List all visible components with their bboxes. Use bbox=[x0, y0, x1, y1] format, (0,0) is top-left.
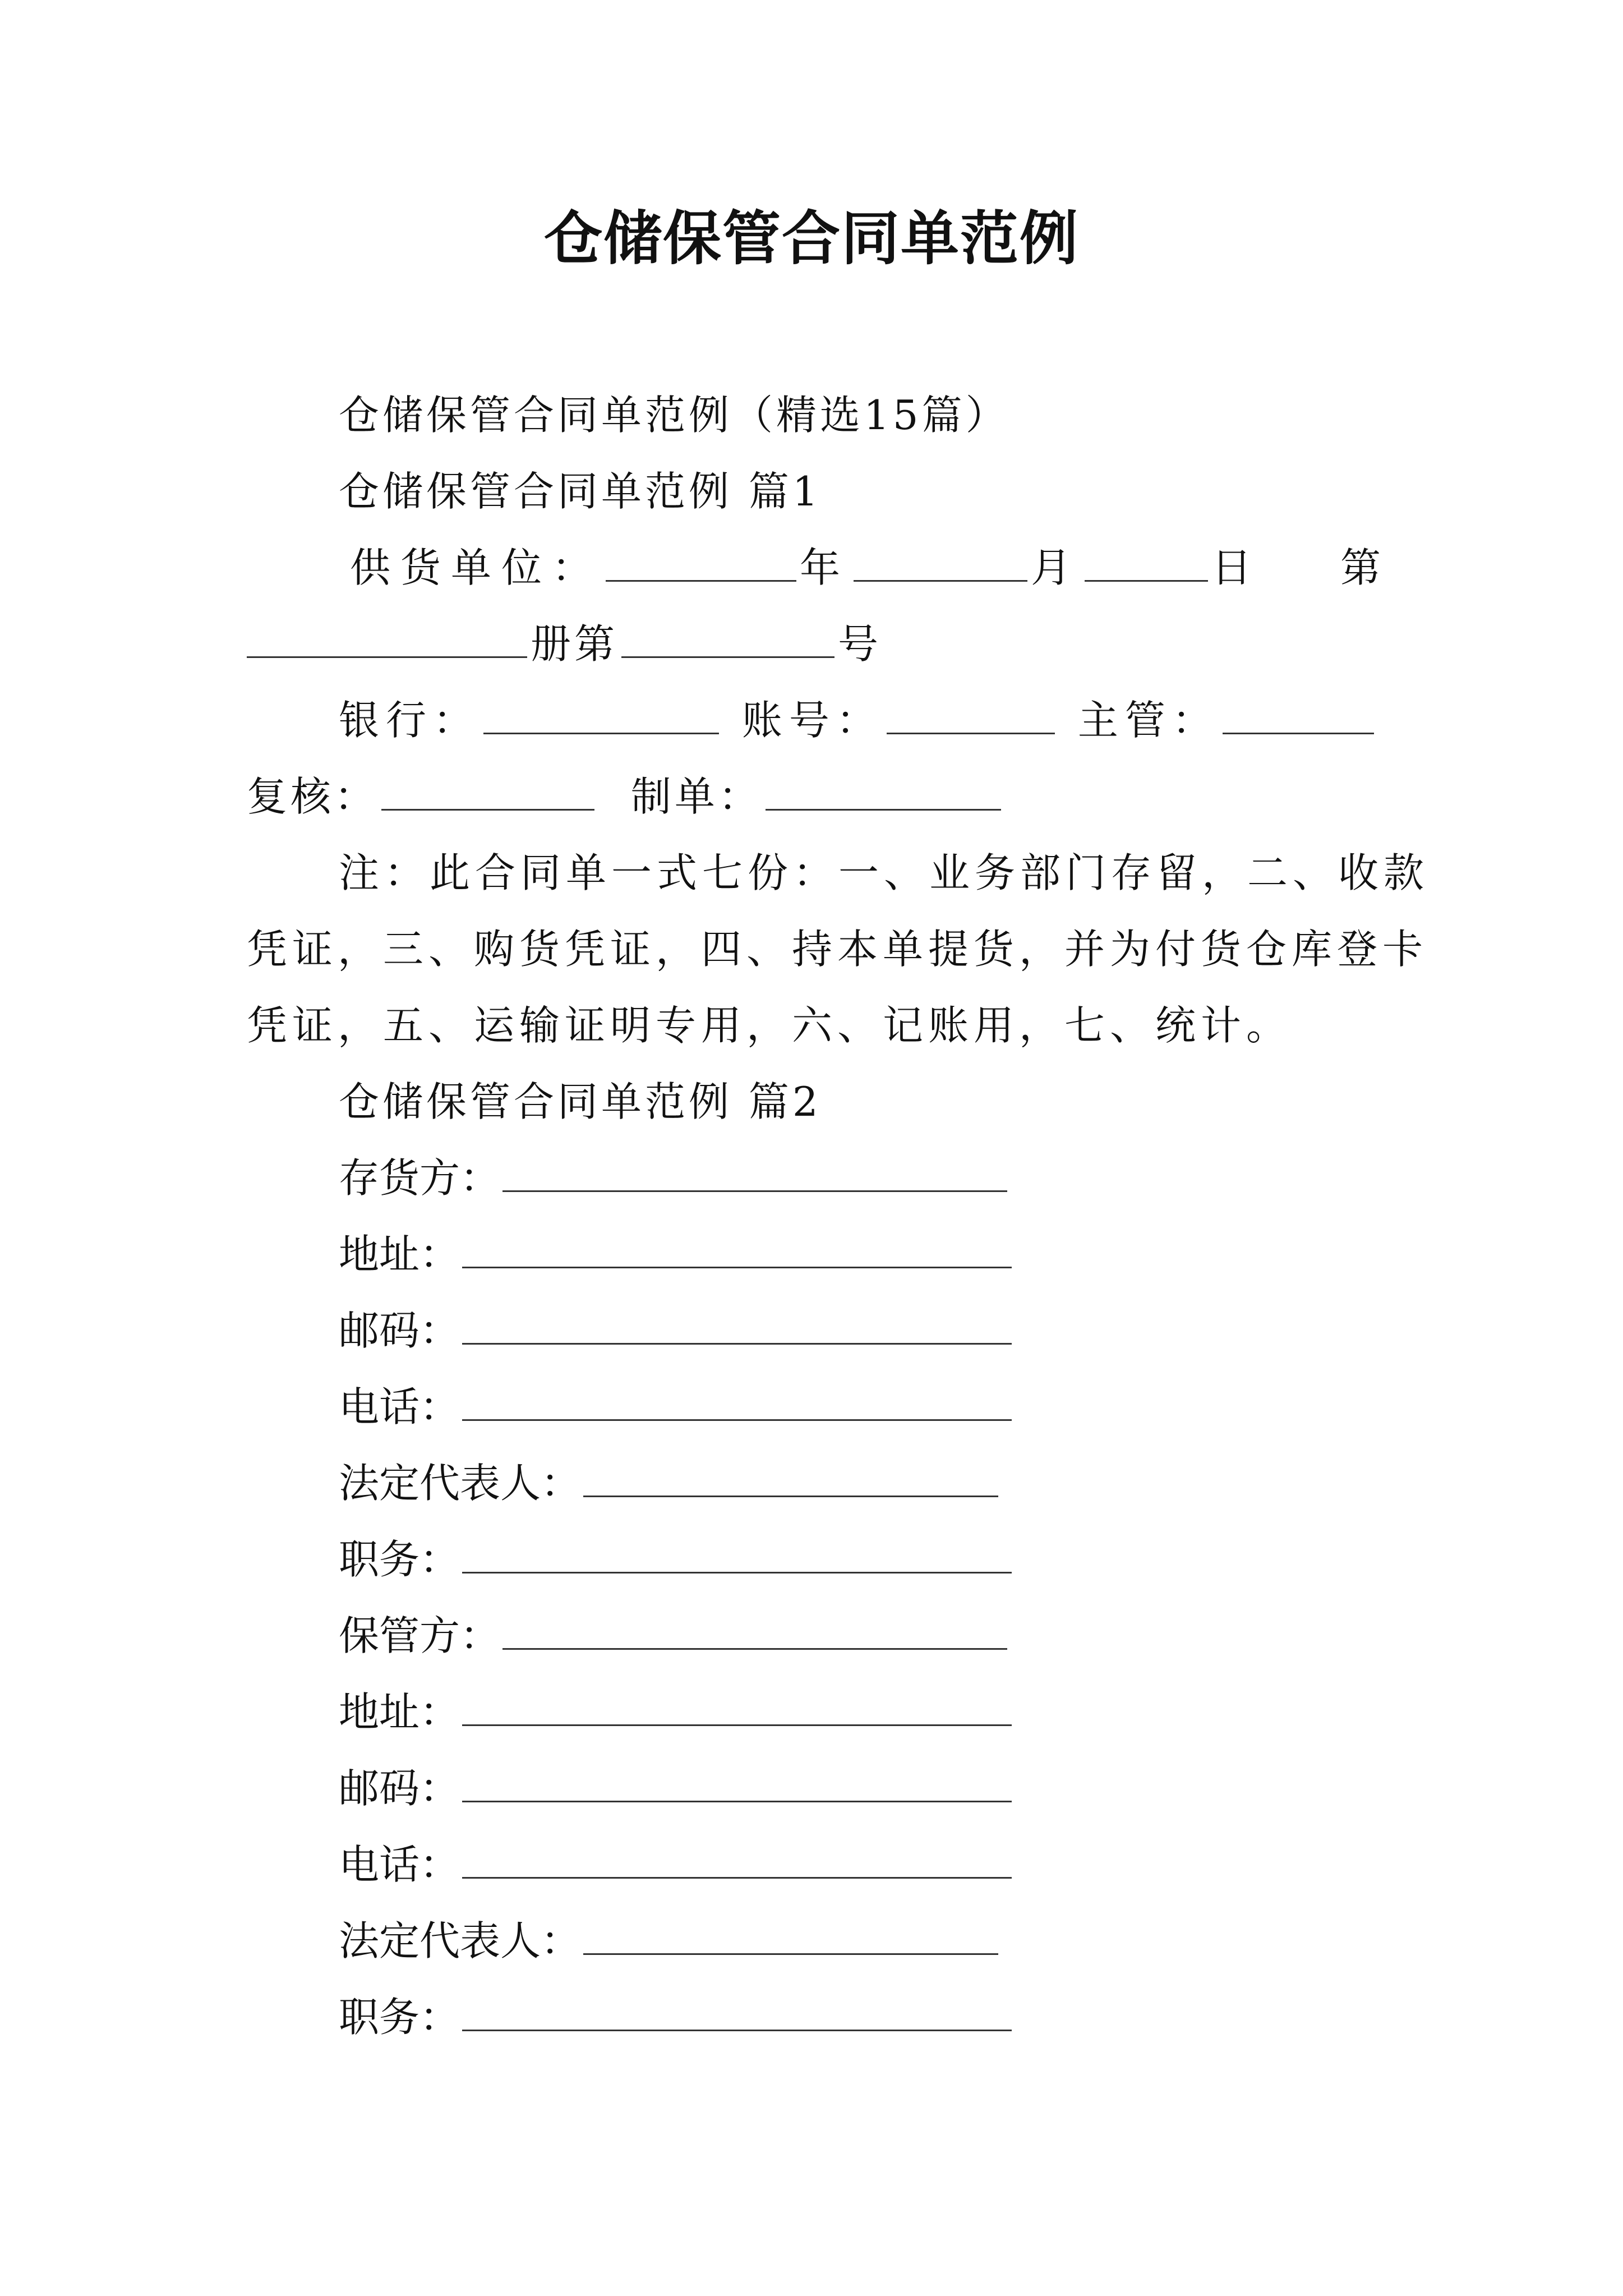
form-row-phone-2 bbox=[339, 1837, 1015, 1893]
form-blank bbox=[462, 1226, 1012, 1268]
document-title: 仓储保管合同单范例 bbox=[543, 204, 1079, 273]
form-row-legal-rep bbox=[339, 1455, 1002, 1511]
form-blank bbox=[462, 1379, 1012, 1421]
form-label: 地址： bbox=[339, 1231, 460, 1278]
form-row-depositor bbox=[339, 1150, 1011, 1206]
form-label: 邮码： bbox=[339, 1765, 460, 1812]
account-label: 账号： bbox=[741, 697, 883, 744]
form-row-position-2 bbox=[339, 1989, 1015, 2045]
review-blank bbox=[381, 769, 594, 811]
form-label: 存货方： bbox=[339, 1154, 501, 1202]
account-blank bbox=[887, 692, 1055, 734]
form-blank bbox=[583, 1913, 998, 1955]
supplier-blank bbox=[606, 540, 796, 582]
month-label: 月 bbox=[1031, 544, 1082, 591]
form-label: 职务： bbox=[339, 1536, 460, 1583]
form-blank bbox=[462, 1531, 1012, 1573]
form-blank bbox=[462, 1837, 1012, 1879]
review-row bbox=[247, 769, 1004, 825]
supplier-row bbox=[350, 540, 1262, 596]
form-label: 地址： bbox=[339, 1688, 460, 1736]
bank-blank bbox=[483, 692, 719, 734]
review-label: 复核： bbox=[247, 773, 379, 820]
bank-label: 银行： bbox=[339, 697, 481, 744]
form-blank bbox=[462, 1684, 1012, 1726]
form-blank bbox=[502, 1608, 1007, 1650]
form-row-custodian bbox=[339, 1608, 1011, 1664]
form-blank bbox=[462, 1760, 1012, 1802]
form-label: 电话： bbox=[339, 1383, 460, 1430]
form-blank bbox=[462, 1989, 1012, 2031]
form-blank bbox=[462, 1303, 1012, 1345]
year-label: 年 bbox=[800, 544, 851, 591]
note-line-3: 凭证，五、运输证明专用，六、记账用，七、统计。 bbox=[247, 1002, 1292, 1049]
section-heading-2: 仓储保管合同单范例 篇2 bbox=[339, 1078, 822, 1125]
supplier-label: 供货单位： bbox=[350, 544, 603, 591]
form-label: 法定代表人： bbox=[339, 1917, 582, 1964]
form-row-position bbox=[339, 1531, 1015, 1588]
document-subtitle: 仓储保管合同单范例（精选15篇） bbox=[339, 392, 1009, 439]
day-label: 日 bbox=[1211, 544, 1262, 591]
supervisor-label: 主管： bbox=[1077, 697, 1219, 744]
form-blank bbox=[583, 1455, 998, 1497]
form-row-address-2 bbox=[339, 1684, 1015, 1740]
volume-blank bbox=[247, 616, 527, 658]
page-blank bbox=[621, 616, 834, 658]
maker-label: 制单： bbox=[630, 773, 762, 820]
form-label: 邮码： bbox=[339, 1307, 460, 1354]
hao-label: 号 bbox=[838, 620, 882, 668]
volume-row bbox=[247, 616, 882, 672]
bank-row bbox=[339, 692, 1377, 748]
form-blank bbox=[502, 1150, 1007, 1192]
form-label: 法定代表人： bbox=[339, 1460, 582, 1507]
form-row-address bbox=[339, 1226, 1015, 1282]
section-heading-1: 仓储保管合同单范例 篇1 bbox=[339, 468, 822, 515]
ce-label: 册第 bbox=[531, 620, 619, 668]
note-line-1: 注：此合同单一式七份：一、业务部门存留，二、收款 bbox=[339, 849, 1430, 896]
year-blank bbox=[854, 540, 1027, 582]
maker-blank bbox=[766, 769, 1001, 811]
form-label: 电话： bbox=[339, 1841, 460, 1888]
form-row-legal-rep-2 bbox=[339, 1913, 1002, 1969]
form-row-phone bbox=[339, 1379, 1015, 1435]
note-line-2: 凭证，三、购货凭证，四、持本单提货，并为付货仓库登卡 bbox=[247, 926, 1428, 973]
form-label: 职务： bbox=[339, 1994, 460, 2041]
di-label: 第 bbox=[1340, 544, 1385, 591]
form-row-postcode bbox=[339, 1303, 1015, 1359]
form-label: 保管方： bbox=[339, 1612, 501, 1659]
supervisor-blank bbox=[1223, 692, 1374, 734]
form-row-postcode-2 bbox=[339, 1760, 1015, 1816]
month-blank bbox=[1085, 540, 1208, 582]
